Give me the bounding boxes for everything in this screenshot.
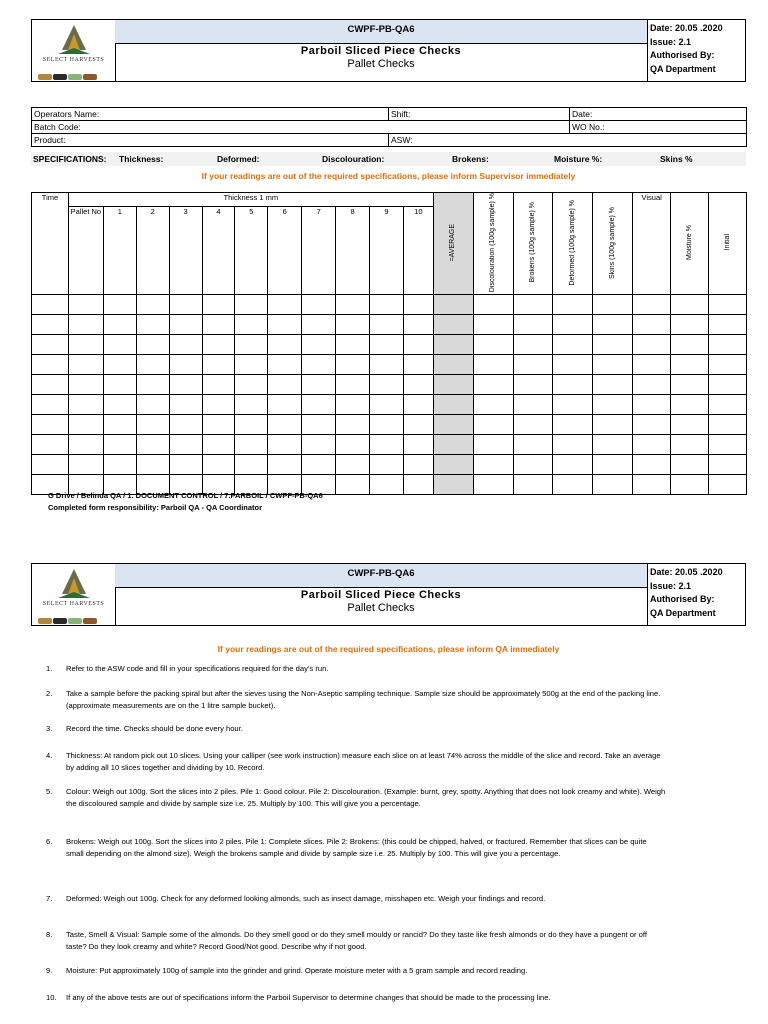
grid-cell[interactable] bbox=[202, 295, 235, 315]
grid-cell[interactable] bbox=[68, 455, 103, 475]
instruction-number: 1. bbox=[46, 664, 53, 673]
grid-cell[interactable] bbox=[671, 475, 709, 495]
col-thickness-3: 3 bbox=[169, 206, 202, 295]
grid-cell[interactable] bbox=[202, 455, 235, 475]
authorised-value: QA Department bbox=[650, 63, 716, 74]
grid-cell[interactable] bbox=[136, 435, 169, 455]
grid-cell[interactable] bbox=[202, 375, 235, 395]
grid-cell[interactable] bbox=[593, 315, 633, 335]
grid-cell[interactable] bbox=[202, 395, 235, 415]
table-row bbox=[32, 415, 747, 435]
grid-cell[interactable] bbox=[593, 475, 633, 495]
grid-cell[interactable] bbox=[369, 375, 403, 395]
instruction-item bbox=[46, 723, 666, 735]
table-row bbox=[32, 295, 747, 315]
grid-cell[interactable] bbox=[235, 435, 268, 455]
grid-cell[interactable] bbox=[709, 335, 747, 355]
grid-cell[interactable] bbox=[403, 435, 433, 455]
grid-cell[interactable] bbox=[136, 455, 169, 475]
col-skins: Skins (100g sample) % bbox=[593, 193, 633, 295]
grid-cell[interactable] bbox=[32, 415, 69, 435]
grid-cell[interactable] bbox=[403, 455, 433, 475]
grid-cell[interactable] bbox=[369, 335, 403, 355]
grid-cell[interactable] bbox=[32, 375, 69, 395]
asw-field[interactable]: ASW: bbox=[389, 134, 747, 147]
grid-cell[interactable] bbox=[671, 395, 709, 415]
grid-cell[interactable] bbox=[336, 375, 370, 395]
grid-cell[interactable] bbox=[68, 415, 103, 435]
instruction-item bbox=[46, 836, 666, 860]
grid-cell[interactable] bbox=[403, 295, 433, 315]
grid-cell[interactable] bbox=[671, 435, 709, 455]
specifications-label: SPECIFICATIONS: bbox=[33, 154, 107, 164]
doc-code: CWPF-PB-QA6 bbox=[115, 564, 647, 588]
grid-cell[interactable] bbox=[553, 395, 593, 415]
grid-cell[interactable] bbox=[633, 335, 671, 355]
col-deformed: Deformed (100g sample) % bbox=[553, 193, 593, 295]
instruction-text: Record the time. Checks should be done every hour. bbox=[66, 724, 243, 733]
grid-cell[interactable] bbox=[513, 415, 553, 435]
col-visual: Visual bbox=[633, 193, 671, 207]
grid-cell[interactable] bbox=[32, 355, 69, 375]
grid-cell[interactable] bbox=[403, 395, 433, 415]
grid-cell[interactable] bbox=[433, 355, 473, 375]
issue-value: 2.1 bbox=[678, 580, 692, 591]
instruction-item bbox=[46, 992, 666, 1004]
grid-cell[interactable] bbox=[593, 395, 633, 415]
date-value: 20.05 .2020 bbox=[675, 567, 723, 577]
grid-cell[interactable] bbox=[593, 335, 633, 355]
grid-cell[interactable] bbox=[302, 355, 336, 375]
specifications-row bbox=[31, 152, 746, 166]
checks-grid bbox=[31, 192, 747, 495]
grid-cell[interactable] bbox=[68, 335, 103, 355]
grid-cell[interactable] bbox=[68, 435, 103, 455]
grid-cell[interactable] bbox=[473, 395, 513, 415]
grid-cell[interactable] bbox=[336, 355, 370, 375]
grid-cell[interactable] bbox=[169, 395, 202, 415]
instruction-text: Deformed: Weigh out 100g. Check for any deformed looking almonds, such as insect damage, misshapen etc. Weigh your findings and record. bbox=[66, 894, 546, 903]
instruction-item bbox=[46, 965, 666, 977]
grid-cell[interactable] bbox=[136, 375, 169, 395]
grid-cell[interactable] bbox=[433, 475, 473, 495]
grid-cell[interactable] bbox=[473, 295, 513, 315]
grid-cell[interactable] bbox=[32, 295, 69, 315]
grid-cell[interactable] bbox=[202, 315, 235, 335]
doc-meta: Date: 20.05 .2020 Issue: 2.1 Authorised By: QA Department bbox=[650, 22, 723, 76]
grid-cell[interactable] bbox=[633, 295, 671, 315]
grid-cell[interactable] bbox=[369, 395, 403, 415]
grid-cell[interactable] bbox=[302, 295, 336, 315]
grid-cell[interactable] bbox=[473, 355, 513, 375]
instruction-text: Refer to the ASW code and fill in your specifications required for the day’s run. bbox=[66, 664, 329, 673]
wo-no-field[interactable]: WO No.: bbox=[570, 121, 747, 134]
logo-pyramid-icon bbox=[32, 20, 115, 58]
grid-cell[interactable] bbox=[235, 415, 268, 435]
document-header-2 bbox=[31, 563, 746, 626]
col-pallet-no: Pallet No bbox=[68, 206, 103, 295]
product-field[interactable]: Product: bbox=[32, 134, 389, 147]
grid-cell[interactable] bbox=[513, 315, 553, 335]
grid-cell[interactable] bbox=[169, 355, 202, 375]
logo-pyramid-icon bbox=[32, 564, 115, 602]
grid-cell[interactable] bbox=[513, 355, 553, 375]
grid-cell[interactable] bbox=[136, 295, 169, 315]
grid-cell[interactable] bbox=[302, 335, 336, 355]
table-row bbox=[32, 335, 747, 355]
instruction-text: Take a sample before the packing spiral but after the sieves using the Non-Aseptic sampling technique. Sample size should be approximately 500g at the end of the packing line. (approximate measurements are on the 1 litre sample bucket). bbox=[66, 689, 661, 710]
instruction-item bbox=[46, 893, 666, 905]
grid-cell[interactable] bbox=[671, 295, 709, 315]
table-row bbox=[32, 435, 747, 455]
grid-cell[interactable] bbox=[593, 455, 633, 475]
grid-cell[interactable] bbox=[369, 455, 403, 475]
grid-cell[interactable] bbox=[32, 315, 69, 335]
col-thickness-10: 10 bbox=[403, 206, 433, 295]
grid-cell[interactable] bbox=[433, 435, 473, 455]
col-thickness-5: 5 bbox=[235, 206, 268, 295]
grid-cell[interactable] bbox=[553, 455, 593, 475]
instruction-number: 9. bbox=[46, 966, 53, 975]
grid-cell[interactable] bbox=[136, 355, 169, 375]
grid-cell[interactable] bbox=[633, 355, 671, 375]
grid-cell[interactable] bbox=[553, 475, 593, 495]
grid-cell[interactable] bbox=[68, 295, 103, 315]
grid-cell[interactable] bbox=[553, 375, 593, 395]
col-initial: Initial bbox=[709, 193, 747, 295]
grid-cell[interactable] bbox=[513, 375, 553, 395]
grid-cell[interactable] bbox=[32, 335, 69, 355]
shift-field[interactable]: Shift: bbox=[389, 108, 570, 121]
instruction-number: 3. bbox=[46, 724, 53, 733]
grid-cell[interactable] bbox=[593, 355, 633, 375]
grid-cell[interactable] bbox=[336, 295, 370, 315]
grid-cell[interactable] bbox=[553, 315, 593, 335]
grid-cell[interactable] bbox=[268, 435, 302, 455]
grid-cell[interactable] bbox=[202, 335, 235, 355]
grid-cell[interactable] bbox=[473, 415, 513, 435]
col-thickness-9: 9 bbox=[369, 206, 403, 295]
grid-cell[interactable] bbox=[403, 415, 433, 435]
grid-cell[interactable] bbox=[302, 375, 336, 395]
instruction-number: 6. bbox=[46, 837, 53, 846]
col-thickness-6: 6 bbox=[268, 206, 302, 295]
thickness-header: Thickness 1 mm bbox=[68, 193, 433, 207]
grid-cell[interactable] bbox=[268, 315, 302, 335]
grid-cell[interactable] bbox=[709, 315, 747, 335]
grid-cell[interactable] bbox=[369, 315, 403, 335]
grid-cell[interactable] bbox=[169, 335, 202, 355]
spec-moisture: Moisture %: bbox=[554, 154, 603, 164]
grid-cell[interactable] bbox=[235, 335, 268, 355]
grid-cell[interactable] bbox=[433, 335, 473, 355]
grid-cell[interactable] bbox=[433, 455, 473, 475]
grid-cell[interactable] bbox=[136, 335, 169, 355]
grid-cell[interactable] bbox=[103, 335, 136, 355]
grid-cell[interactable] bbox=[336, 435, 370, 455]
grid-cell[interactable] bbox=[169, 375, 202, 395]
table-row bbox=[32, 355, 747, 375]
doc-code: CWPF-PB-QA6 bbox=[115, 20, 647, 44]
grid-cell[interactable] bbox=[433, 295, 473, 315]
grid-cell[interactable] bbox=[553, 335, 593, 355]
grid-cell[interactable] bbox=[32, 435, 69, 455]
product-brand-chips bbox=[38, 611, 98, 629]
instruction-number: 2. bbox=[46, 689, 53, 698]
grid-cell[interactable] bbox=[302, 315, 336, 335]
grid-cell[interactable] bbox=[302, 435, 336, 455]
grid-cell[interactable] bbox=[513, 335, 553, 355]
grid-cell[interactable] bbox=[169, 455, 202, 475]
grid-cell[interactable] bbox=[633, 475, 671, 495]
instruction-text: If any of the above tests are out of specifications inform the Parboil Supervisor to determine changes that should be made to the processing line. bbox=[66, 993, 551, 1002]
instruction-text: Thickness: At random pick out 10 slices. Using your calliper (see work instruction) measure each slice on at least 74% across the middle of the slice and record. Take an average by adding all 10 slices together and dividing by 10. Record. bbox=[66, 751, 661, 772]
grid-cell[interactable] bbox=[671, 355, 709, 375]
grid-cell[interactable] bbox=[235, 295, 268, 315]
grid-cell[interactable] bbox=[709, 435, 747, 455]
operator-form bbox=[31, 107, 747, 147]
grid-cell[interactable] bbox=[369, 415, 403, 435]
grid-cell[interactable] bbox=[369, 475, 403, 495]
grid-cell[interactable] bbox=[513, 435, 553, 455]
grid-cell[interactable] bbox=[709, 355, 747, 375]
instruction-text: Brokens: Weigh out 100g. Sort the slices into 2 piles. Pile 1: Complete slices. Pile 2: Brokens: (this could be chipped, halved, or fractured. Remember that slices can be quite small depending on the almond size). Weigh the brokens sample and divide by sample size i.e. 25. Multiply by 100. This will give you a percentage. bbox=[66, 837, 647, 858]
grid-cell[interactable] bbox=[235, 395, 268, 415]
grid-cell[interactable] bbox=[302, 415, 336, 435]
table-row bbox=[32, 375, 747, 395]
table-row bbox=[32, 395, 747, 415]
instruction-item bbox=[46, 750, 666, 774]
grid-cell[interactable] bbox=[513, 295, 553, 315]
grid-cell[interactable] bbox=[235, 355, 268, 375]
grid-cell[interactable] bbox=[403, 375, 433, 395]
grid-cell[interactable] bbox=[103, 315, 136, 335]
grid-cell[interactable] bbox=[593, 415, 633, 435]
grid-cell[interactable] bbox=[671, 455, 709, 475]
grid-cell[interactable] bbox=[633, 455, 671, 475]
grid-cell[interactable] bbox=[268, 375, 302, 395]
grid-cell[interactable] bbox=[403, 475, 433, 495]
grid-cell[interactable] bbox=[169, 315, 202, 335]
grid-cell[interactable] bbox=[136, 315, 169, 335]
col-thickness-4: 4 bbox=[202, 206, 235, 295]
instruction-text: Taste, Smell & Visual: Sample some of the almonds. Do they smell good or do they smell mouldy or rancid? Do they taste like fresh almonds or do they have a pungent or off taste? Do they look creamy and white? Record Good/Not good. Describe why if not good. bbox=[66, 930, 647, 951]
grid-cell[interactable] bbox=[473, 375, 513, 395]
col-moisture: Moisture % bbox=[671, 193, 709, 295]
grid-cell[interactable] bbox=[32, 395, 69, 415]
instruction-text: Moisture: Put approximately 100g of sample into the grinder and grind. Operate moisture meter with a 5 gram sample and record reading. bbox=[66, 966, 528, 975]
instruction-item bbox=[46, 663, 666, 675]
grid-cell[interactable] bbox=[235, 455, 268, 475]
grid-cell[interactable] bbox=[32, 455, 69, 475]
company-logo bbox=[32, 20, 116, 81]
doc-subtitle: Pallet Checks bbox=[347, 602, 415, 614]
grid-cell[interactable] bbox=[103, 435, 136, 455]
company-logo bbox=[32, 564, 116, 625]
grid-cell[interactable] bbox=[169, 295, 202, 315]
instruction-number: 4. bbox=[46, 751, 53, 760]
grid-cell[interactable] bbox=[136, 415, 169, 435]
grid-cell[interactable] bbox=[553, 355, 593, 375]
grid-cell[interactable] bbox=[103, 415, 136, 435]
grid-cell[interactable] bbox=[433, 395, 473, 415]
grid-cell[interactable] bbox=[513, 395, 553, 415]
grid-cell[interactable] bbox=[593, 375, 633, 395]
grid-cell[interactable] bbox=[433, 315, 473, 335]
grid-cell[interactable] bbox=[513, 455, 553, 475]
instruction-text: Colour: Weigh out 100g. Sort the slices into 2 piles. Pile 1: Good colour. Pile 2: Discolouration. (Example: burnt, grey, spotty. Anything that does not look creamy and white). Weigh the discoloured sample and divide by sample size i.e. 25. Multiply by 100. This will give you a percentage. bbox=[66, 787, 666, 808]
grid-cell[interactable] bbox=[302, 455, 336, 475]
grid-cell[interactable] bbox=[369, 295, 403, 315]
grid-cell[interactable] bbox=[68, 395, 103, 415]
grid-cell[interactable] bbox=[103, 395, 136, 415]
grid-cell[interactable] bbox=[433, 415, 473, 435]
grid-cell[interactable] bbox=[553, 415, 593, 435]
operators-name-field[interactable]: Operators Name: bbox=[32, 108, 389, 121]
grid-cell[interactable] bbox=[709, 395, 747, 415]
col-time: Time bbox=[32, 193, 69, 295]
grid-cell[interactable] bbox=[103, 455, 136, 475]
grid-cell[interactable] bbox=[268, 415, 302, 435]
grid-cell[interactable] bbox=[473, 335, 513, 355]
grid-cell[interactable] bbox=[68, 315, 103, 335]
authorised-value: QA Department bbox=[650, 607, 716, 618]
grid-cell[interactable] bbox=[202, 355, 235, 375]
grid-cell[interactable] bbox=[268, 455, 302, 475]
grid-cell[interactable] bbox=[103, 355, 136, 375]
brand-name: SELECT HARVESTS bbox=[42, 601, 105, 607]
footer-path: G Drive / Belinda QA / 1. DOCUMENT CONTROL / 7.PARBOIL / CWPF-PB-QA6 bbox=[48, 491, 323, 500]
doc-meta: Date: 20.05 .2020 Issue: 2.1 Authorised By: QA Department bbox=[650, 566, 723, 620]
grid-cell[interactable] bbox=[268, 295, 302, 315]
grid-cell[interactable] bbox=[709, 415, 747, 435]
grid-cell[interactable] bbox=[593, 295, 633, 315]
grid-cell[interactable] bbox=[336, 455, 370, 475]
grid-cell[interactable] bbox=[369, 435, 403, 455]
grid-cell[interactable] bbox=[633, 435, 671, 455]
warning-supervisor: If your readings are out of the required specifications, please inform Supervisor immediately bbox=[201, 171, 576, 181]
brand-name: SELECT HARVESTS bbox=[42, 57, 105, 63]
col-thickness-2: 2 bbox=[136, 206, 169, 295]
col-discolouration: Discolouration (100g sample) % bbox=[473, 193, 513, 295]
spec-skins: Skins % bbox=[660, 154, 693, 164]
col-average: =AVERAGE bbox=[433, 193, 473, 295]
grid-cell[interactable] bbox=[202, 435, 235, 455]
grid-cell[interactable] bbox=[473, 315, 513, 335]
col-thickness-1: 1 bbox=[103, 206, 136, 295]
warning-qa: If your readings are out of the required specifications, please inform QA immediately bbox=[217, 644, 560, 654]
table-row bbox=[32, 455, 747, 475]
grid-cell[interactable] bbox=[169, 415, 202, 435]
grid-cell[interactable] bbox=[513, 475, 553, 495]
grid-cell[interactable] bbox=[268, 335, 302, 355]
grid-cell[interactable] bbox=[336, 475, 370, 495]
col-thickness-8: 8 bbox=[336, 206, 370, 295]
grid-cell[interactable] bbox=[302, 395, 336, 415]
spec-discolouration: Discolouration: bbox=[322, 154, 385, 164]
grid-cell[interactable] bbox=[268, 355, 302, 375]
doc-subtitle: Pallet Checks bbox=[347, 58, 415, 70]
grid-cell[interactable] bbox=[235, 315, 268, 335]
grid-cell[interactable] bbox=[433, 375, 473, 395]
instruction-item bbox=[46, 929, 666, 953]
col-brokens: Brokens (100g sample) % bbox=[513, 193, 553, 295]
grid-cell[interactable] bbox=[553, 295, 593, 315]
grid-cell[interactable] bbox=[403, 355, 433, 375]
doc-title: Parboil Sliced Piece Checks bbox=[300, 589, 462, 601]
grid-cell[interactable] bbox=[336, 415, 370, 435]
grid-cell[interactable] bbox=[336, 315, 370, 335]
date-value: 20.05 .2020 bbox=[675, 23, 723, 33]
instruction-item bbox=[46, 688, 666, 712]
instruction-number: 7. bbox=[46, 894, 53, 903]
grid-cell[interactable] bbox=[709, 295, 747, 315]
grid-cell[interactable] bbox=[403, 315, 433, 335]
batch-code-field[interactable]: Batch Code: bbox=[32, 121, 570, 134]
grid-cell[interactable] bbox=[136, 395, 169, 415]
grid-cell[interactable] bbox=[633, 395, 671, 415]
grid-cell[interactable] bbox=[671, 375, 709, 395]
grid-cell[interactable] bbox=[473, 435, 513, 455]
footer-responsibility: Completed form responsibility: Parboil QA - QA Coordinator bbox=[48, 503, 263, 512]
grid-cell[interactable] bbox=[671, 415, 709, 435]
grid-cell[interactable] bbox=[336, 395, 370, 415]
grid-cell[interactable] bbox=[169, 435, 202, 455]
grid-cell[interactable] bbox=[671, 315, 709, 335]
grid-cell[interactable] bbox=[103, 375, 136, 395]
grid-cell[interactable] bbox=[633, 375, 671, 395]
document-header bbox=[31, 19, 746, 82]
grid-cell[interactable] bbox=[403, 335, 433, 355]
instruction-number: 10. bbox=[46, 993, 57, 1002]
grid-cell[interactable] bbox=[103, 295, 136, 315]
grid-cell[interactable] bbox=[671, 335, 709, 355]
doc-title: Parboil Sliced Piece Checks bbox=[300, 45, 462, 57]
instruction-number: 5. bbox=[46, 787, 53, 796]
date-field[interactable]: Date: bbox=[570, 108, 747, 121]
spec-brokens: Brokens: bbox=[452, 154, 489, 164]
grid-cell[interactable] bbox=[709, 475, 747, 495]
issue-value: 2.1 bbox=[678, 36, 692, 47]
grid-cell[interactable] bbox=[709, 455, 747, 475]
grid-cell[interactable] bbox=[709, 375, 747, 395]
grid-cell[interactable] bbox=[593, 435, 633, 455]
grid-cell[interactable] bbox=[68, 355, 103, 375]
grid-cell[interactable] bbox=[235, 375, 268, 395]
table-row bbox=[32, 315, 747, 335]
grid-cell[interactable] bbox=[553, 435, 593, 455]
grid-cell[interactable] bbox=[68, 375, 103, 395]
grid-cell[interactable] bbox=[473, 475, 513, 495]
grid-cell[interactable] bbox=[369, 355, 403, 375]
spec-deformed: Deformed: bbox=[217, 154, 260, 164]
grid-cell[interactable] bbox=[268, 395, 302, 415]
instruction-item bbox=[46, 786, 666, 810]
grid-cell[interactable] bbox=[633, 315, 671, 335]
grid-cell[interactable] bbox=[202, 415, 235, 435]
spec-thickness: Thickness: bbox=[119, 154, 164, 164]
product-brand-chips bbox=[38, 67, 98, 85]
grid-cell[interactable] bbox=[473, 455, 513, 475]
grid-cell[interactable] bbox=[633, 415, 671, 435]
grid-cell[interactable] bbox=[336, 335, 370, 355]
instruction-number: 8. bbox=[46, 930, 53, 939]
col-thickness-7: 7 bbox=[302, 206, 336, 295]
